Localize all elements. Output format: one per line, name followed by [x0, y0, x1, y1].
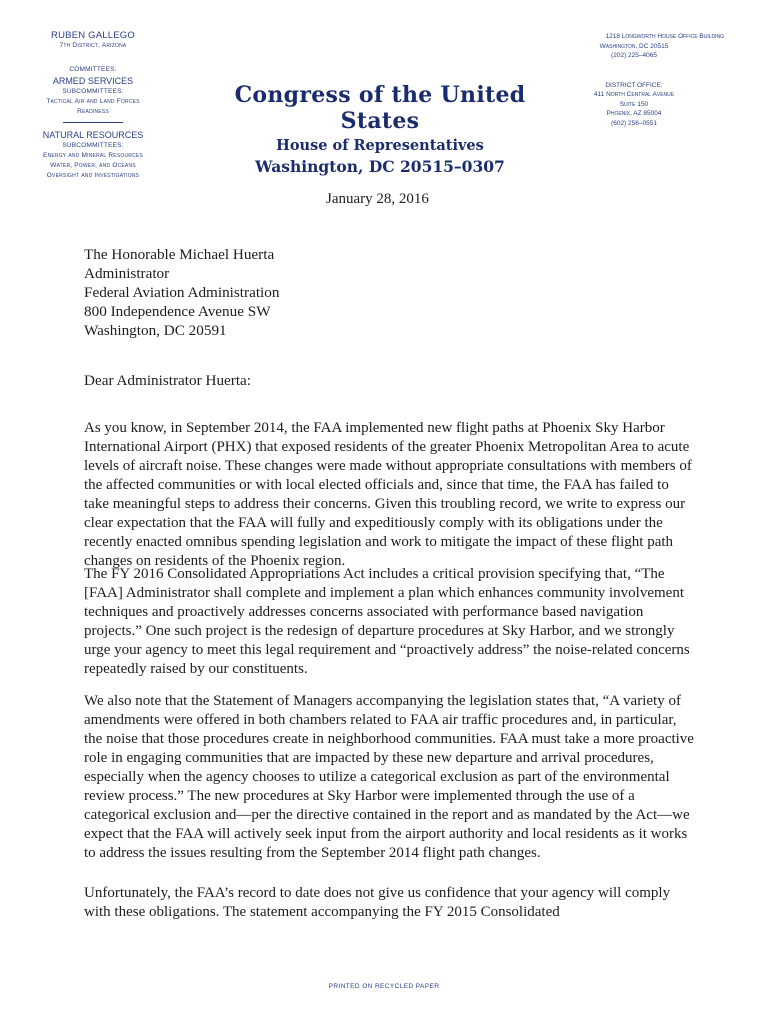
- letterhead-title: [200, 82, 560, 176]
- congress-title: Congress of the United States: [234, 82, 526, 134]
- dc-office-line: 1218 Longworth House Office Building: [605, 33, 724, 40]
- district-office-line: 411 North Central Avenue: [593, 91, 675, 98]
- subcommittee-item: Energy and Mineral Resources: [43, 152, 143, 159]
- subcommittee-item: Oversight and Investigations: [46, 172, 140, 179]
- subcommittees-label: SUBCOMMITTEES:: [62, 88, 124, 95]
- body-paragraph: [84, 884, 694, 922]
- member-name: RUBEN GALLEGO: [51, 30, 135, 41]
- subcommittees-label: SUBCOMMITTEES:: [62, 142, 124, 149]
- district-office-phone: (602) 256–0551: [611, 119, 657, 127]
- body-paragraph: [84, 692, 694, 863]
- city-line: Washington, DC 20515–0307: [255, 157, 505, 176]
- committee-natural-resources: NATURAL RESOURCES: [42, 130, 144, 140]
- letter-date: January 28, 2016: [326, 191, 429, 207]
- paragraph-text: As you know, in September 2014, the FAA implemented new flight paths at Phoenix Sky Harbor International Airport (PHX) that exposed residents of the greater Phoenix Metropolitan Area to acute levels of aircraft noise. These changes were made without appropriate consultations with members of the affected communities or with local elected officials and, since that time, the FAA has failed to take meaningful steps to address their concerns. Given this troubling record, we write to express our clear expectation that the FAA will fully and expeditiously comply with its obligations under the recently enacted omnibus spending legislation and work to mitigate the impact of these flight path changes on residents of the Phoenix region.: [84, 420, 692, 569]
- recipient-line: Administrator: [84, 265, 170, 282]
- district-office-label: DISTRICT OFFICE:: [605, 81, 663, 89]
- recipient-line: 800 Independence Avenue SW: [84, 303, 271, 320]
- committee-armed-services: ARMED SERVICES: [52, 76, 134, 86]
- house-title: House of Representatives: [276, 137, 484, 154]
- recipient-line: Federal Aviation Administration: [84, 284, 280, 301]
- recycled-paper-footer: PRINTED ON RECYCLED PAPER: [328, 983, 440, 990]
- paragraph-text: The FY 2016 Consolidated Appropriations Act includes a critical provision specifying that, “The [FAA] Administrator shall complete and implement a plan which enhances community involvement techniques and proactively addresses concerns associated with performance based navigation projects.” One such project is the redesign of departure procedures at Sky Harbor, and we strongly urge your agency to meet this legal requirement and “proactively address” the noise-related concerns repeatedly raised by our constituents.: [84, 566, 690, 677]
- member-info-block: [22, 30, 164, 181]
- body-paragraph: [84, 565, 694, 679]
- subcommittee-item: Water, Power, and Oceans: [50, 162, 136, 169]
- body-paragraph: [84, 419, 694, 571]
- subcommittee-item: Readiness: [77, 108, 109, 115]
- subcommittee-item: Tactical Air and Land Forces: [46, 98, 140, 105]
- dc-office-phone: (202) 225–4065: [611, 52, 657, 59]
- office-info-block: [544, 32, 724, 128]
- member-district: 7th District, Arizona: [59, 42, 127, 49]
- paragraph-text: Unfortunately, the FAA’s record to date does not give us confidence that your agency will comply with these obligations. The statement accompanying the FY 2015 Consolidated: [84, 885, 671, 920]
- dc-office-line: Washington, DC 20515: [599, 42, 669, 50]
- district-office-line: Suite 150: [619, 100, 649, 108]
- paragraph-text: We also note that the Statement of Managers accompanying the legislation states that, “A variety of amendments were offered in both chambers related to FAA air traffic procedures and, in particular, the noise that those procedures create in neighborhood communities. FAA must take a more proactive role in engaging communities that are impacted by these new departure and arrival procedures, especially when the agency chooses to utilize a categorical exclusion as part of the environmental review process.” The new procedures at Sky Harbor were implemented through the use of a categorical exclusion and—per the directive contained in the report and as mandated by the Act—we expect that the FAA will actively seek input from the airport authority and local residents as it works to address the issues resulting from the September 2014 flight path changes.: [84, 693, 694, 861]
- recipient-line: Washington, DC 20591: [84, 322, 227, 339]
- recipient-address: [84, 245, 279, 340]
- district-office-line: Phoenix, AZ 85004: [606, 110, 662, 117]
- recipient-line: The Honorable Michael Huerta: [84, 246, 275, 263]
- salutation: Dear Administrator Huerta:: [84, 372, 252, 389]
- divider: [63, 122, 123, 123]
- committees-label: COMMITTEES:: [69, 66, 117, 73]
